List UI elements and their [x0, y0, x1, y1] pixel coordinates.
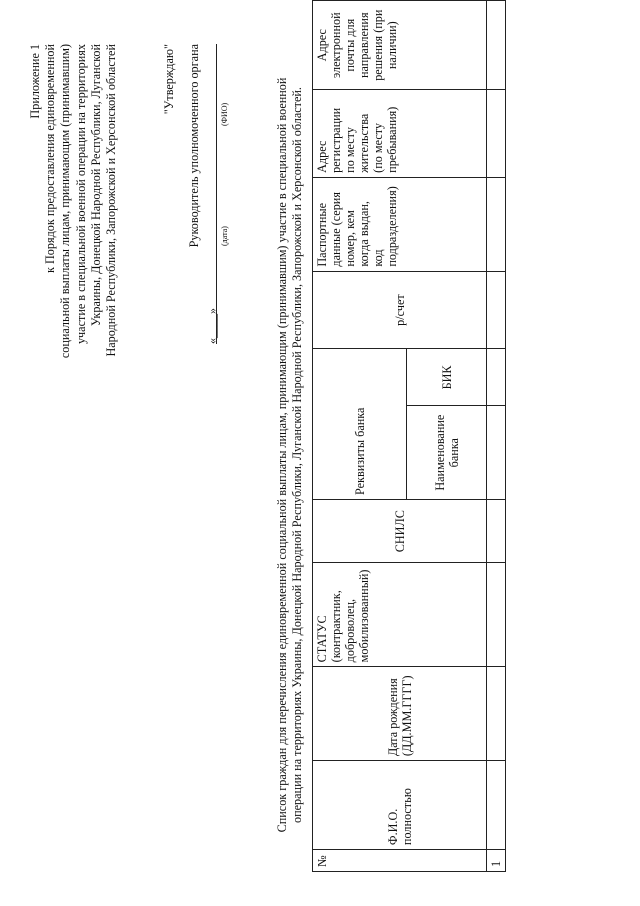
approval-block [162, 44, 202, 404]
header-bank-name: Наименование банка [407, 406, 487, 500]
row-cell [487, 90, 506, 177]
row-cell [487, 349, 506, 406]
fio-caption: (ФИО) [220, 102, 229, 126]
appendix-header [28, 44, 119, 564]
appendix-line: участие в специальной военной операции на территориях [73, 44, 88, 345]
header-dob: Дата рождения (ДД.ММ.ГГГГ) [313, 667, 487, 761]
appendix-line: Приложение 1 [28, 44, 42, 119]
title-line: Список граждан для перечисления единовременной социальной выплаты лицам, принимающим (принимавшим) участие в специальной военной [275, 77, 289, 833]
header-bank-requisites: Реквизиты банка [313, 349, 407, 500]
row-cell [487, 271, 506, 349]
date-caption: (дата) [220, 226, 229, 246]
appendix-line: Украины, Донецкой Народной Республики, Луганской [88, 44, 103, 327]
title-line: операции на территориях Украины, Донецкой Народной Республики, Луганской Народной Республики, Запорожской и Херсонской областей. [290, 87, 305, 823]
header-address: Адрес регистрации по месту жительства (по месту пребывания) [313, 90, 487, 177]
row-cell [487, 499, 506, 562]
row-num: 1 [487, 850, 506, 872]
signature-underline [216, 44, 217, 344]
row-cell [487, 1, 506, 90]
header-status: СТАТУС (контрактник, доброволец, мобилизованный) [313, 563, 487, 667]
row-cell [487, 761, 506, 850]
signature-line [207, 44, 237, 344]
header-fio: Ф.И.О. полностью [313, 761, 487, 850]
citizens-table [312, 0, 506, 872]
head-of-authority: Руководитель уполномоченного органа [187, 44, 202, 248]
header-account: р/счет [313, 271, 487, 349]
approved-stamp-text: "Утверждаю" [162, 44, 176, 115]
appendix-line: Народной Республики, Запорожской и Херсонской областей [104, 44, 119, 357]
header-passport: Паспортные данные (серия номер, кем когда выдан, код подразделения) [313, 177, 487, 271]
appendix-line: к Порядок предоставления единовременной [43, 44, 58, 273]
row-cell [487, 667, 506, 761]
header-snils: СНИЛС [313, 499, 487, 562]
table-row [487, 1, 506, 872]
document-title [275, 40, 305, 870]
row-cell [487, 406, 506, 500]
header-bik: БИК [407, 349, 487, 406]
appendix-line: социальной выплаты лицам, принимающим (принимавшим) [58, 44, 73, 359]
row-cell [487, 177, 506, 271]
table-header-row [313, 1, 407, 872]
header-num: № [313, 850, 487, 872]
header-email: Адрес электронной почты для направления решения (при наличии) [313, 1, 487, 90]
row-cell [487, 563, 506, 667]
date-quote-open: «____» [205, 308, 219, 344]
